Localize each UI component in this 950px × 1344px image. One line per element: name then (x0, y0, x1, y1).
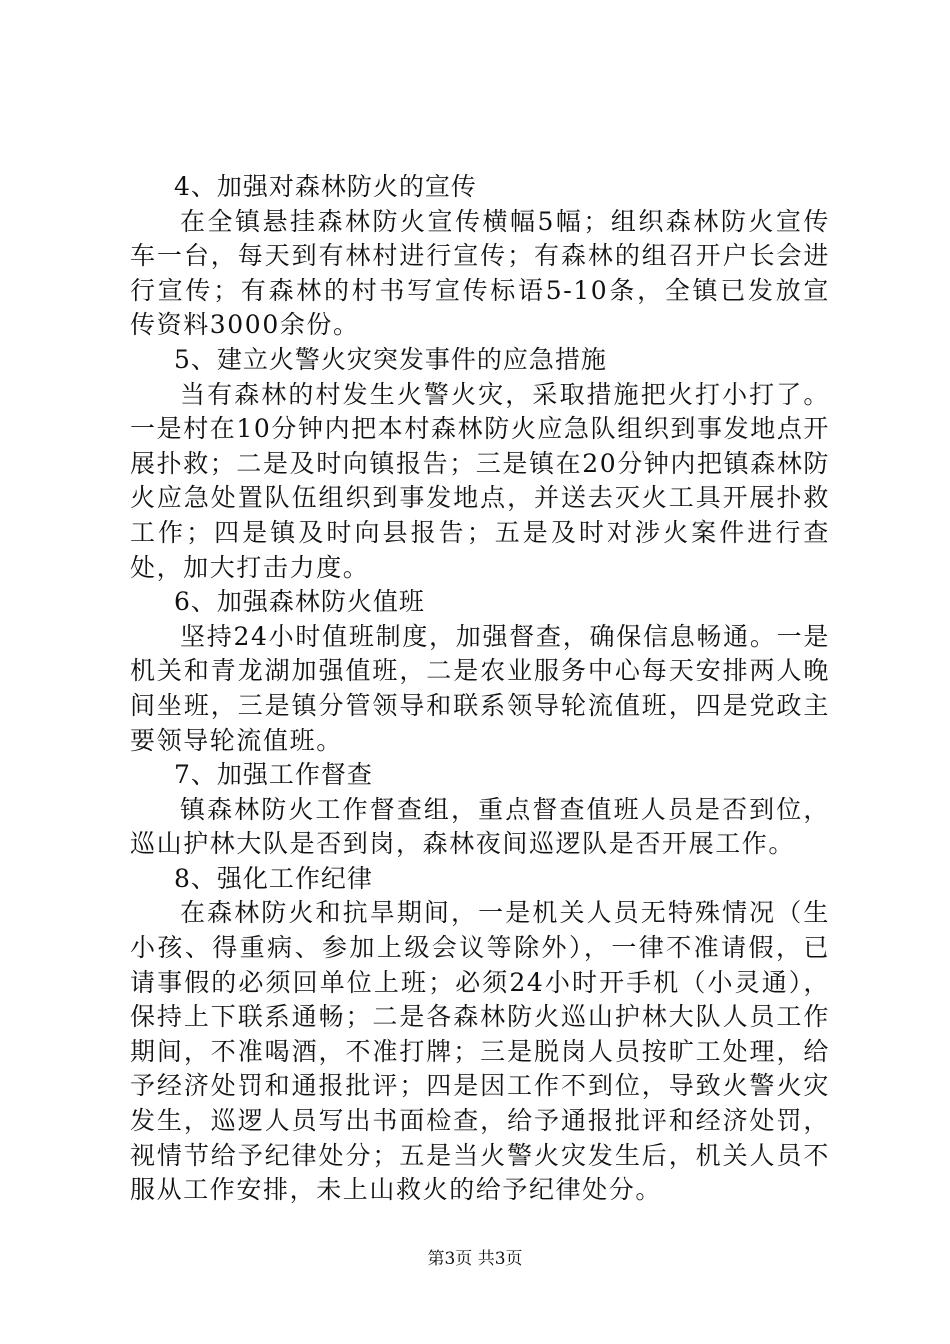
page-footer: 第3页 共3页 (427, 1249, 523, 1269)
section-body-6: 坚持24小时值班制度，加强督查，确保信息畅通。一是机关和青龙湖加强值班，二是农业服务中心每天安排两人晚间坐班，三是镇分管领导和联系领导轮流值班，四是党政主要领导轮流值班。 (130, 621, 830, 755)
section-heading-8: 8、强化工作纪律 (174, 863, 373, 893)
section-heading-4: 4、加强对森林防火的宣传 (174, 172, 477, 201)
section-heading-7: 7、加强工作督查 (174, 760, 373, 790)
section-body-5: 当有森林的村发生火警火灾，采取措施把火打小打了。一是村在10分钟内把本村森林防火应急队组织到事发地点开展扑救；二是及时向镇报告；三是镇在20分钟内把镇森林防火应急处置队伍组织到事发地点，并送去灭火工具开展扑救工作；四是镇及时向县报告；五是及时对涉火案件进行查处，加大打击力度。 (130, 379, 831, 582)
section-heading-5: 5、建立火警火灾突发事件的应急措施 (174, 344, 607, 374)
section-body-4: 在全镇悬挂森林防火宣传横幅5幅；组织森林防火宣传车一台，每天到有林村进行宣传；有森林的组召开户长会进行宣传；有森林的村书写宣传标语5-10条，全镇已发放宣传资料3000余份。 (130, 206, 830, 340)
document-body (130, 170, 830, 1208)
section-body-8: 在森林防火和抗旱期间，一是机关人员无特殊情况（生小孩、得重病、参加上级会议等除外），一律不准请假，已请事假的必须回单位上班；必须24小时开手机（小灵通），保持上下联系通畅；二是各森林防火巡山护林大队人员工作期间，不准喝酒，不准打牌；三是脱岗人员按旷工处理，给予经济处罚和通报批评；四是因工作不到位，导致火警火灾发生，巡逻人员写出书面检查，给予通报批评和经济处罚，视情节给予纪律处分；五是当火警火灾发生后，机关人员不服从工作安排，未上山救火的给予纪律处分。 (130, 898, 830, 1205)
section-heading-6: 6、加强森林防火值班 (174, 587, 425, 617)
section-body-7: 镇森林防火工作督查组，重点督查值班人员是否到位，巡山护林大队是否到岗，森林夜间巡逻队是否开展工作。 (130, 794, 830, 859)
